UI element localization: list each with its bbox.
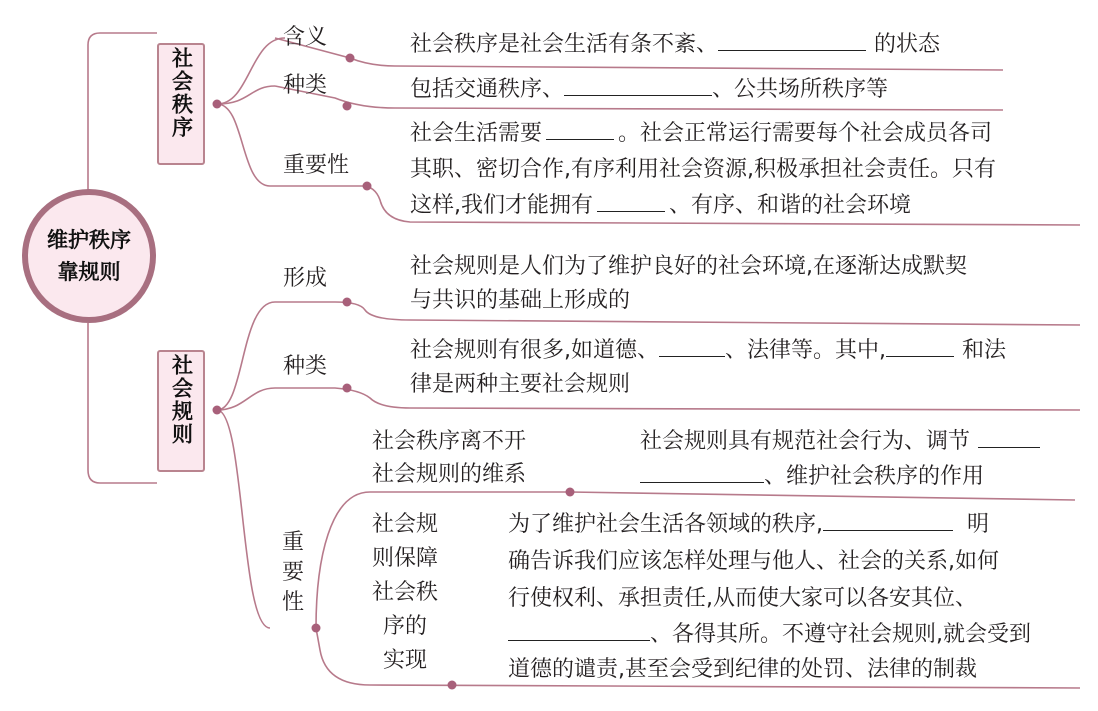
branch-box-social-order (157, 43, 205, 165)
fill-blank (508, 620, 650, 641)
fill-blank (886, 336, 954, 357)
formation-line2: 与共识的基础上形成的 (410, 288, 631, 313)
sub1-label-line2: 社会规则的维系 (372, 462, 527, 487)
sub1-line1: 社会规则具有规范社会行为、调节 (640, 425, 1040, 459)
sub2-label: 社会规 则保障 社会秩 序的 实现 (371, 512, 438, 673)
fill-blank (640, 462, 764, 483)
kinds-rules-line2: 律是两种主要社会规则 (410, 372, 631, 397)
meaning-text: 社会秩序是社会生活有条不紊、 的状态 (410, 32, 941, 57)
sub2-line3: 行使权利、承担责任,从而使大家可以各安其位、 (508, 586, 977, 611)
importance-order-line1: 社会生活需要 。社会正常运行需要每个社会成员各司 (410, 121, 993, 146)
importance-order-line3: 这样,我们才能拥有 、有序、和谐的社会环境 (410, 193, 912, 218)
label-formation: 形成 (283, 266, 328, 291)
kinds-order-text: 包括交通秩序、 、公共场所秩序等 (410, 77, 889, 102)
fill-blank (597, 191, 665, 212)
fill-blank (546, 119, 614, 140)
fill-blank (659, 336, 725, 357)
formation-line1: 社会规则是人们为了维护良好的社会环境,在逐渐达成默契 (410, 254, 967, 279)
fill-blank (718, 30, 866, 51)
label-importance-rules: 重要性 (281, 530, 304, 615)
importance-order-line2: 其职、密切合作,有序利用社会资源,积极承担社会责任。只有 (410, 157, 996, 182)
branch-title-social-order: 社会秩序 (169, 47, 194, 139)
central-title-line1: 维护秩序 (47, 228, 131, 252)
sub2-line5: 道德的谴责,甚至会受到纪律的处罚、法律的制裁 (508, 657, 977, 682)
fill-blank (978, 427, 1040, 448)
sub1-line2: 、维护社会秩序的作用 (640, 460, 984, 494)
label-kinds-rules: 种类 (283, 354, 328, 379)
kinds-rules-line1: 社会规则有很多,如道德、 、法律等。其中, 和法 (410, 338, 1007, 363)
sub2-line4: 、各得其所。不遵守社会规则,就会受到 (508, 618, 1031, 652)
label-importance-order: 重要性 (283, 153, 350, 178)
sub2-line1: 为了维护社会生活各领域的秩序, 明 (508, 512, 990, 537)
fill-blank (564, 75, 712, 96)
sub1-label-line1: 社会秩序离不开 (372, 429, 527, 454)
central-title-line2: 靠规则 (57, 260, 121, 284)
branch-title-social-rules: 社会规则 (169, 354, 194, 446)
branch-box-social-rules (157, 350, 205, 472)
fill-blank (823, 510, 953, 531)
label-meaning: 含义 (283, 25, 328, 50)
label-kinds-order: 种类 (283, 73, 328, 98)
central-node (22, 189, 156, 323)
sub2-line2: 确告诉我们应该怎样处理与他人、社会的关系,如何 (508, 549, 999, 574)
